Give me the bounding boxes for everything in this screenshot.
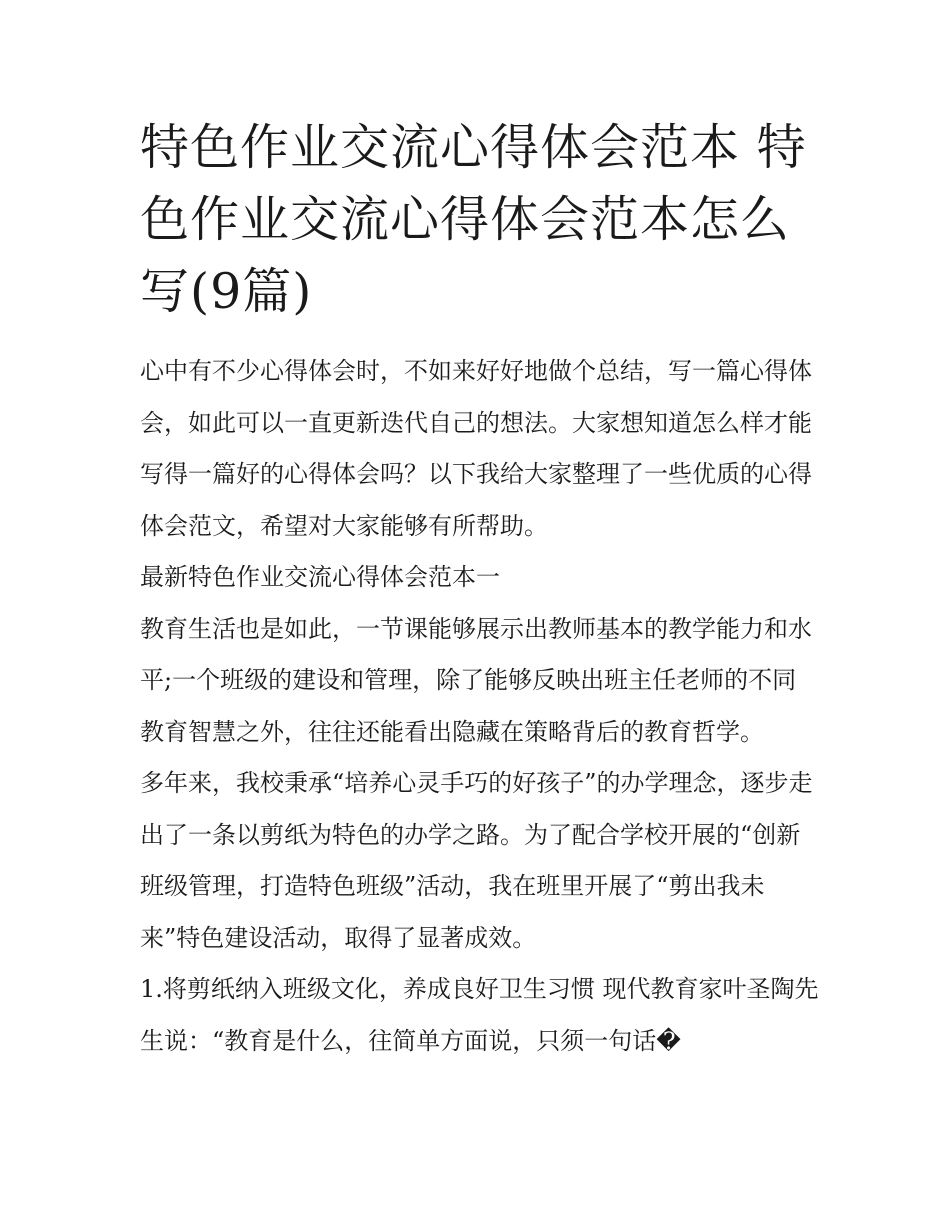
section-heading: 最新特色作业交流心得体会范本一 (140, 563, 500, 591)
intro-paragraph: 心中有不少心得体会时，不如来好好地做个总结，写一篇心得体会，如此可以一直更新迭代自己的想法。大家想知道怎么样才能写得一篇好的心得体会吗？以下我给大家整理了一些优质的心得体会范文，希望对大家能够有所帮助。 (140, 357, 812, 540)
body-paragraph: 多年来，我校秉承“培养心灵手巧的好孩子”的办学理念，逐步走出了一条以剪纸为特色的办学之路。为了配合学校开展的“创新班级管理，打造特色班级”活动，我在班里开展了“剪出我未来”特色建设活动，取得了显著成效。 (140, 769, 813, 952)
body-paragraph: 教育生活也是如此，一节课能够展示出教师基本的教学能力和水平;一个班级的建设和管理，除了能够反映出班主任老师的不同教育智慧之外，往往还能看出隐藏在策略背后的教育哲学。 (140, 614, 812, 746)
document-title: 特色作业交流心得体会范本 特色作业交流心得体会范本怎么写(9篇) (140, 119, 807, 320)
document-page (140, 112, 820, 1067)
body-paragraph: 1.将剪纸纳入班级文化，养成良好卫生习惯 现代教育家叶圣陶先生说：“教育是什么，往简单方面说，只须一句话� (140, 975, 819, 1055)
